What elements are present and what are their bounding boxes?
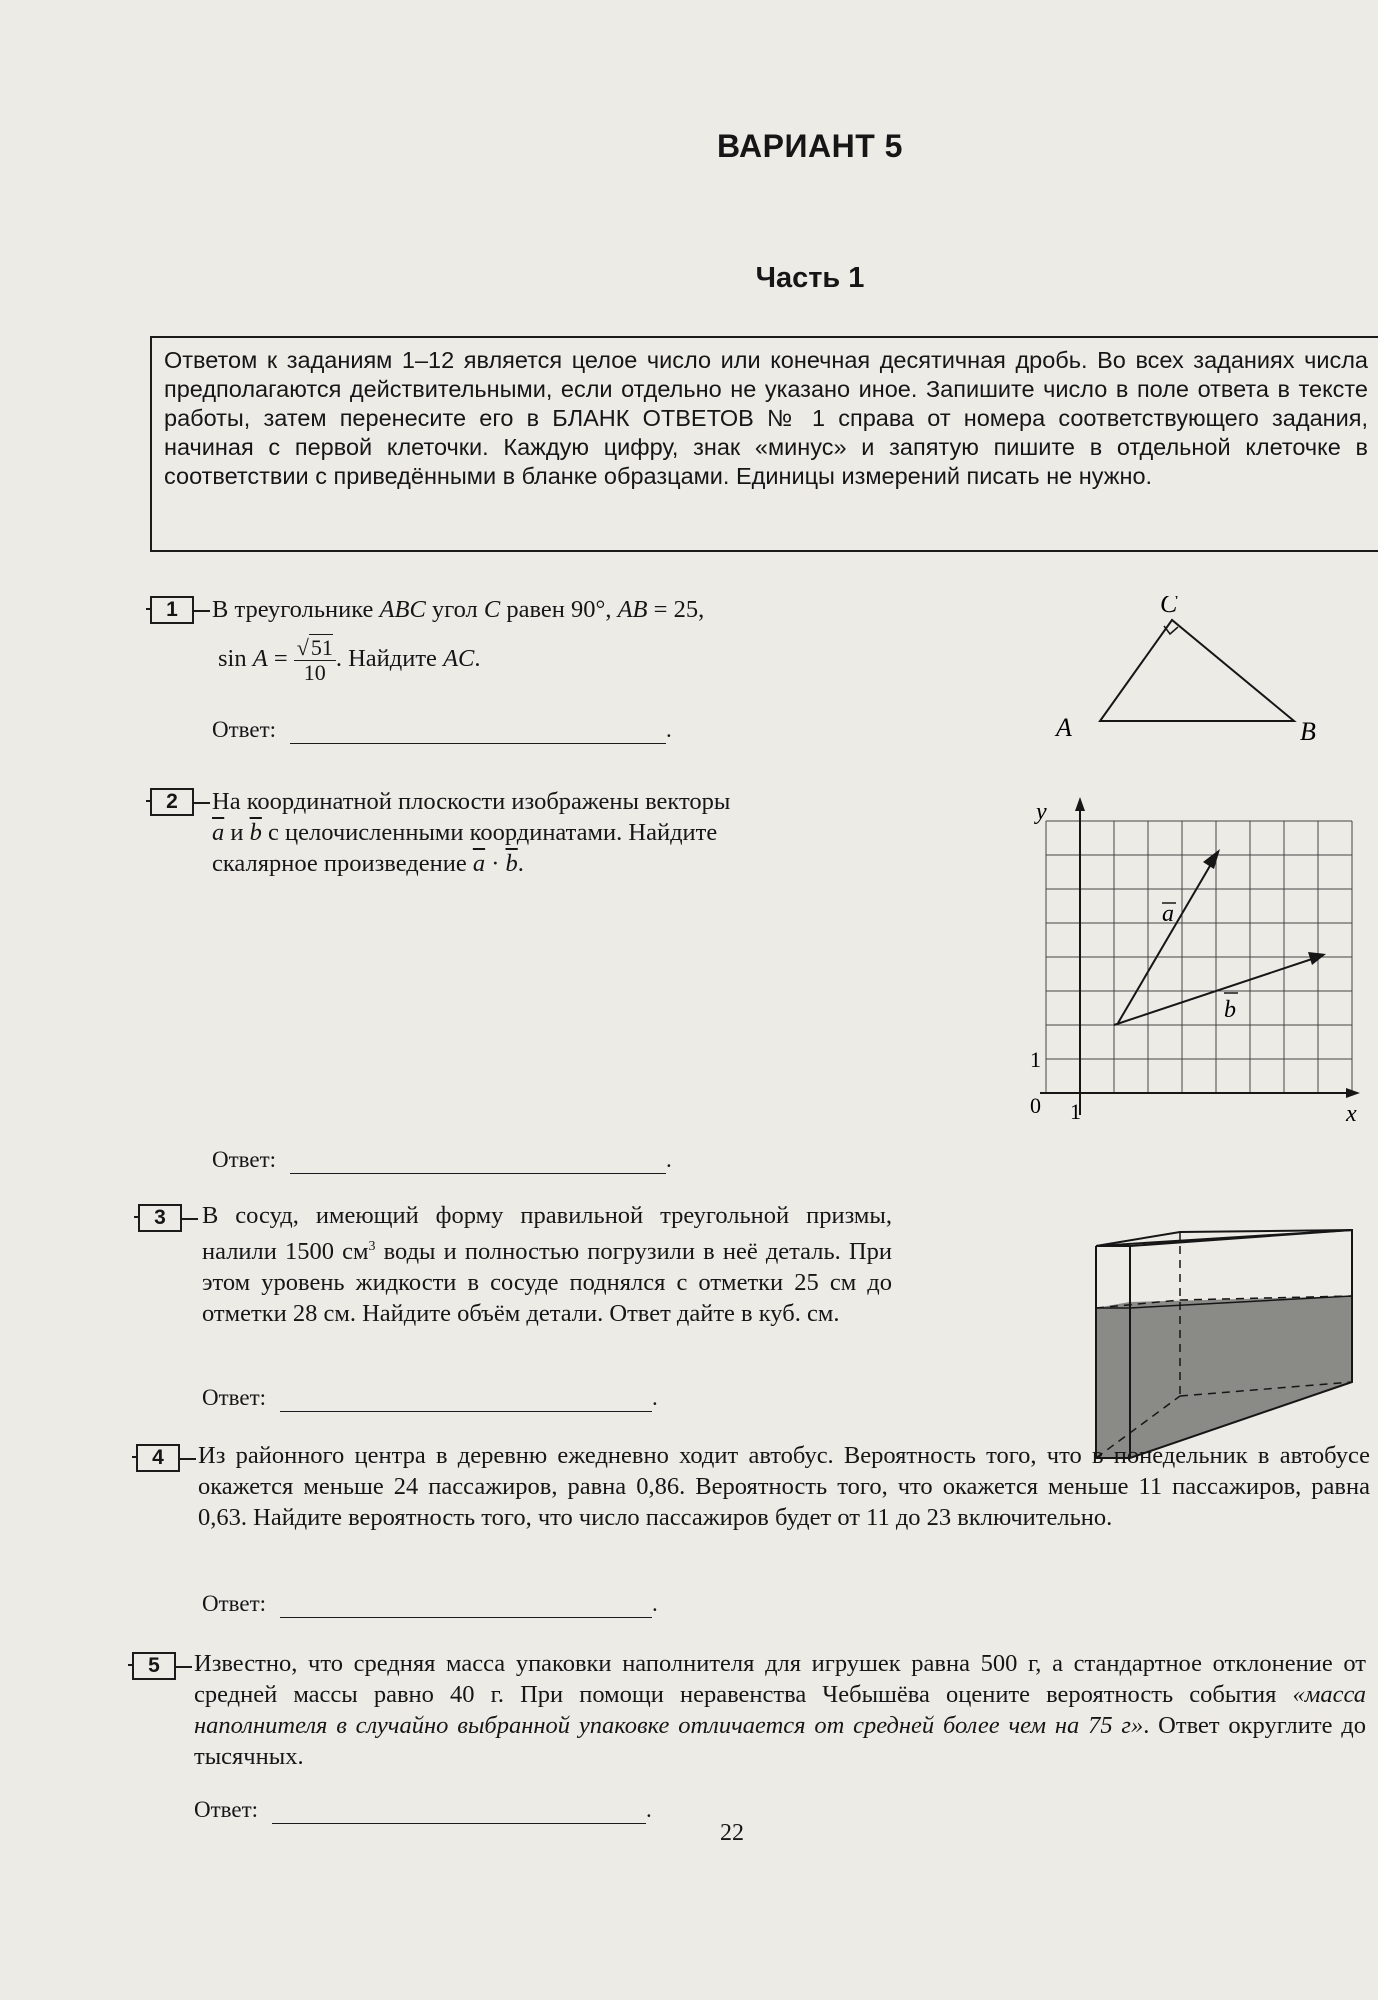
vector-a-label: a xyxy=(1162,901,1174,927)
vertex-a-label: A xyxy=(1056,713,1072,742)
vector-grid-figure xyxy=(1000,795,1370,1135)
task-5-number: 5 xyxy=(132,1652,176,1680)
task-1-number: 1 xyxy=(150,596,194,624)
water-side xyxy=(1130,1296,1352,1458)
prism-top-right xyxy=(1130,1230,1352,1246)
prism-figure xyxy=(1090,1226,1360,1462)
task-2-number: 2 xyxy=(150,788,194,816)
task-2-answer-field[interactable] xyxy=(290,1151,666,1174)
tick-y-1: 1 xyxy=(1030,1047,1041,1072)
task-1-text: В треугольнике ABC угол C равен 90°, AB = 25, xyxy=(212,596,705,623)
task-2-answer: Ответ: . xyxy=(212,1147,672,1172)
vertex-c-label: C xyxy=(1160,596,1178,618)
vector-b-label: b xyxy=(1224,997,1236,1023)
vector-b-arrow xyxy=(1308,952,1326,965)
variant-title: ВАРИАНТ 5 xyxy=(717,128,903,164)
task-4-answer: Ответ: . xyxy=(202,1591,658,1616)
vector-a-arrow xyxy=(1203,849,1220,869)
axis-y-label: y xyxy=(1036,799,1047,825)
origin-label: 0 xyxy=(1030,1093,1041,1118)
triangle-figure xyxy=(1040,596,1330,746)
vector-a xyxy=(1118,859,1214,1023)
task-4-text: Из районного центра в деревню ежедневно ходит автобус. Вероятность того, что в понедельник в автобусе окажется меньше 24 пассажиров, равна 0,86. Вероятность того, что окажется меньше 11 пассажиров, равна 0,63. Найдите вероятность того, что число пассажиров будет от 11 до 23 включительно. xyxy=(198,1442,1370,1531)
task-1-formula: sin A = $\frac{√51}{10}$ . Найдите AC. xyxy=(218,635,481,685)
task-1-answer: Ответ: . xyxy=(212,717,672,742)
task-3-text: В сосуд, имеющий форму правильной треугольной призмы, налили 1500 $см^3$ воды и полностью погрузили в неё деталь. При этом уровень жидкости в сосуде поднялся с отметки 25 см до отметки 28 см. Найдите объём детали. Ответ дайте в куб. см. xyxy=(202,1202,892,1328)
task-4-answer-field[interactable] xyxy=(280,1595,652,1618)
task-5-answer-field[interactable] xyxy=(272,1801,646,1824)
grid-lines xyxy=(1046,821,1352,1093)
sin-fraction: $\frac{√51}{10}$ xyxy=(294,636,336,685)
triangle-abc xyxy=(1100,620,1294,721)
task-5-text: Известно, что средняя масса упаковки наполнителя для игрушек равна 500 г, а стандартное отклонение от средней массы равно 40 г. При помощи неравенства Чебышёва оцените вероятность события «масса наполнителя в случайно выбранной упаковке отличается от средней более чем на 75 г». Ответ округлите до тысячных. xyxy=(194,1650,1366,1770)
task-4-number: 4 xyxy=(136,1444,180,1472)
x-axis-arrow xyxy=(1346,1088,1360,1098)
part-title: Часть 1 xyxy=(755,262,865,294)
instructions-box: Ответом к заданиям 1–12 является целое число или конечная десятичная дробь. Во всех заданиях числа предполагаются действительными, если отдельно не указано иное. Запишите число в поле ответа в тексте работы, затем перенесите его в БЛАНК ОТВЕТОВ № 1 справа от номера соответствующего задания, начиная с первой клеточки. Каждую цифру, знак «минус» и запятую пишите в отдельной клеточке в соответствии с приведёнными в бланке образцами. Единицы измерений писать не нужно. xyxy=(150,336,1378,552)
page-number: 22 xyxy=(720,1820,744,1846)
vertex-b-label: B xyxy=(1300,717,1316,746)
tick-x-1: 1 xyxy=(1070,1099,1081,1124)
y-axis-arrow xyxy=(1075,797,1085,811)
axis-x-label: x xyxy=(1346,1101,1357,1127)
task-1-answer-field[interactable] xyxy=(290,721,666,744)
task-3-number: 3 xyxy=(138,1204,182,1232)
task-5-answer: Ответ: . xyxy=(194,1797,652,1822)
task-3-answer: Ответ: . xyxy=(202,1385,658,1410)
task-2-text: На координатной плоскости изображены векторы $\overline{a}$ и $\overline{b}$ с целочисленными координатами. Найдите скалярное произведение $\overline{a} \cdot \overline{b}$. xyxy=(212,788,731,877)
water-front xyxy=(1096,1308,1130,1458)
task-3-answer-field[interactable] xyxy=(280,1389,652,1412)
